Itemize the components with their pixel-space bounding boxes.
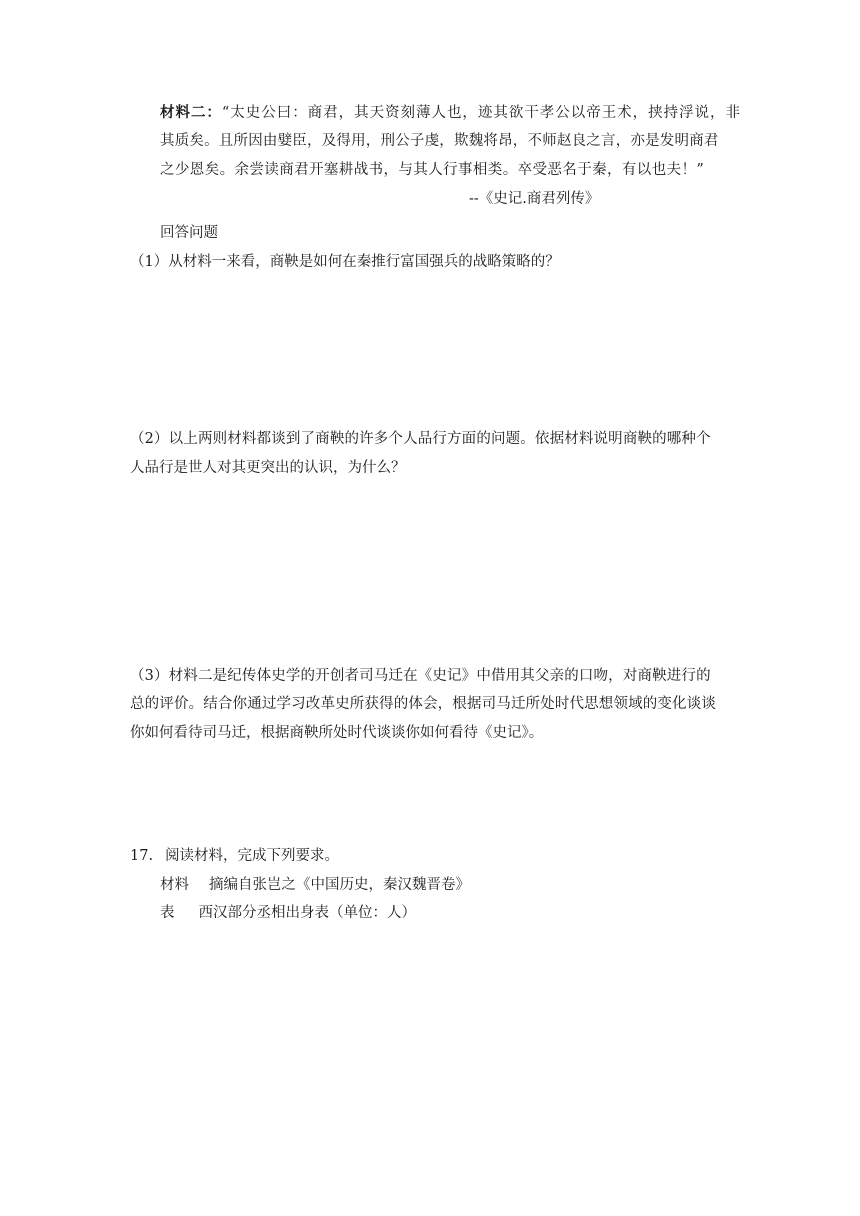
question-17-material-label: 材料 [160, 877, 189, 893]
answer-heading: 回答问题 [160, 225, 218, 241]
material2-line2: 其质矣。且所因由嬖臣，及得用，刑公子虔，欺魏将昂，不师赵良之言，亦是发明商君 [160, 133, 719, 149]
question-17-number: 17. [130, 848, 154, 864]
material2-line3: 之少恩矣。余尝读商君开塞耕战书，与其人行事相类。卒受恶名于秦，有以也夫！” [160, 162, 705, 178]
material2-source: --《史记.商君列传》 [469, 191, 600, 207]
material2-label: 材料二： [160, 104, 222, 121]
question-17 [130, 846, 339, 866]
question-17-table-text: 西汉部分丞相出身表（单位：人） [198, 905, 416, 921]
question-3-line3: 你如何看待司马迁，根据商鞅所处时代谈谈你如何看待《史记》。 [130, 725, 544, 741]
question-17-material-text: 摘编自张岂之《中国历史，秦汉魏晋卷》 [209, 877, 470, 893]
material2-text-1: “太史公曰：商君，其天资刻薄人也，迹其欲干孝公以帝王术，挟持浮说，非 [221, 105, 740, 121]
question-2-line1: （2）以上两则材料都谈到了商鞅的许多个人品行方面的问题。依据材料说明商鞅的哪种个 [130, 431, 711, 447]
question-1: （1）从材料一来看，商鞅是如何在秦推行富国强兵的战略策略的？ [130, 254, 560, 270]
material2-line1 [160, 103, 740, 123]
question-17-table-caption [160, 903, 416, 923]
question-3-line1: （3）材料二是纪传体史学的开创者司马迁在《史记》中借用其父亲的口吻，对商鞅进行的 [130, 668, 711, 684]
question-3-line2: 总的评价。结合你通过学习改革史所获得的体会，根据司马迁所处时代思想领域的变化谈谈 [130, 696, 716, 712]
question-17-text: 阅读材料，完成下列要求。 [165, 848, 340, 864]
question-17-table-label: 表 [160, 905, 175, 921]
question-2-line2: 人品行是世人对其更突出的认识，为什么？ [130, 460, 406, 476]
question-17-material [160, 875, 470, 895]
